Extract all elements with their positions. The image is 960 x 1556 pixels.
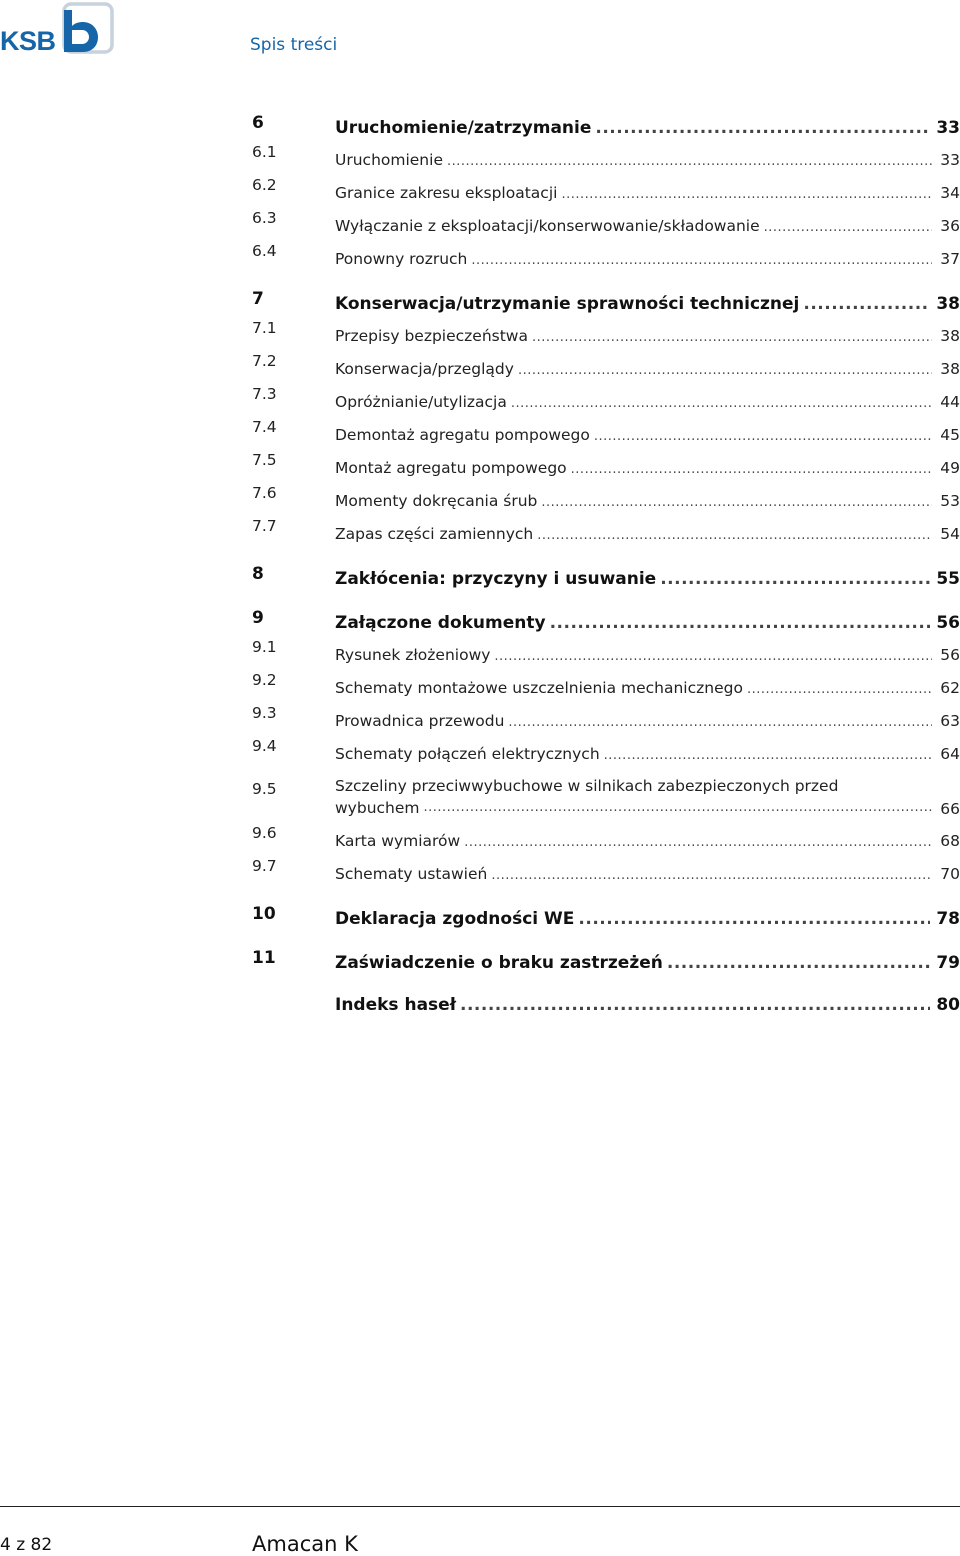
toc-section-9-2[interactable] — [252, 671, 960, 704]
toc-page: 53 — [940, 491, 960, 510]
table-of-contents — [252, 113, 960, 1020]
toc-number: 10 — [252, 904, 276, 924]
toc-page: 34 — [940, 183, 960, 202]
dot-leader — [561, 187, 932, 202]
dot-leader — [747, 682, 932, 697]
ksb-logo — [0, 2, 118, 54]
toc-section-6-2[interactable] — [252, 176, 960, 209]
ksb-b-icon — [58, 2, 114, 56]
toc-title: Granice zakresu eksploatacji — [335, 183, 558, 202]
toc-number: 7.6 — [252, 484, 277, 502]
dot-leader — [511, 396, 932, 411]
logo-text: KSB — [0, 26, 56, 56]
toc-title: Opróżnianie/utylizacja — [335, 392, 507, 411]
toc-number: 7.4 — [252, 418, 277, 436]
toc-title: Deklaracja zgodności WE — [335, 909, 575, 929]
toc-page: 56 — [936, 613, 960, 633]
dot-leader — [464, 835, 932, 850]
toc-page: 56 — [940, 645, 960, 664]
toc-section-7-3[interactable] — [252, 385, 960, 418]
dot-leader — [447, 154, 932, 169]
toc-title: Zaświadczenie o braku zastrzeżeń — [335, 953, 663, 973]
toc-number: 7 — [252, 289, 264, 309]
toc-page: 64 — [940, 744, 960, 763]
toc-chapter-7[interactable] — [252, 289, 960, 319]
toc-page: 38 — [940, 359, 960, 378]
toc-number: 7.1 — [252, 319, 277, 337]
dot-leader — [660, 569, 930, 589]
toc-title: Uruchomienie — [335, 150, 443, 169]
toc-title-line1: Szczeliny przeciwwybuchowe w silnikach zabezpieczonych przed — [335, 777, 839, 795]
dot-leader — [537, 528, 932, 543]
toc-title: Rysunek złożeniowy — [335, 645, 491, 664]
toc-index[interactable] — [252, 990, 960, 1020]
footer-divider — [0, 1506, 960, 1507]
toc-section-9-5[interactable] — [252, 770, 960, 824]
toc-number: 9.3 — [252, 704, 277, 722]
toc-page: 33 — [940, 150, 960, 169]
dot-leader — [803, 294, 930, 314]
toc-page: 54 — [940, 524, 960, 543]
dot-leader — [518, 363, 932, 378]
dot-leader — [508, 715, 932, 730]
toc-page: 79 — [936, 953, 960, 973]
toc-section-9-3[interactable] — [252, 704, 960, 737]
toc-section-9-7[interactable] — [252, 857, 960, 890]
toc-chapter-11[interactable] — [252, 948, 960, 978]
toc-page: 49 — [940, 458, 960, 477]
toc-page: 63 — [940, 711, 960, 730]
toc-title: Schematy ustawień — [335, 864, 488, 883]
toc-title-line2: wybuchem — [335, 799, 420, 817]
toc-section-7-7[interactable] — [252, 517, 960, 550]
dot-leader — [532, 330, 932, 345]
toc-number: 7.3 — [252, 385, 277, 403]
toc-section-6-3[interactable] — [252, 209, 960, 242]
toc-number: 9.2 — [252, 671, 277, 689]
toc-title: Konserwacja/utrzymanie sprawności technicznej — [335, 294, 800, 314]
toc-title: Momenty dokręcania śrub — [335, 491, 538, 510]
toc-title: Uruchomienie/zatrzymanie — [335, 118, 592, 138]
toc-chapter-9[interactable] — [252, 608, 960, 638]
toc-number: 9.4 — [252, 737, 277, 755]
toc-section-9-4[interactable] — [252, 737, 960, 770]
toc-chapter-6[interactable] — [252, 113, 960, 143]
dot-leader — [491, 868, 932, 883]
toc-section-7-1[interactable] — [252, 319, 960, 352]
toc-number: 9.7 — [252, 857, 277, 875]
toc-page: 70 — [940, 864, 960, 883]
toc-number: 7.5 — [252, 451, 277, 469]
dot-leader — [541, 495, 932, 510]
toc-page: 45 — [940, 425, 960, 444]
page-title: Spis treści — [250, 35, 338, 55]
toc-title: Indeks haseł — [335, 995, 457, 1015]
toc-section-9-6[interactable] — [252, 824, 960, 857]
toc-section-9-1[interactable] — [252, 638, 960, 671]
dot-leader — [667, 953, 930, 973]
toc-title: Ponowny rozruch — [335, 249, 468, 268]
dot-leader — [764, 220, 932, 235]
toc-number: 9.1 — [252, 638, 277, 656]
toc-page: 80 — [936, 995, 960, 1015]
toc-title: Montaż agregatu pompowego — [335, 458, 567, 477]
dot-leader — [594, 429, 932, 444]
toc-title: Prowadnica przewodu — [335, 711, 505, 730]
dot-leader — [494, 649, 932, 664]
dot-leader — [578, 909, 930, 929]
dot-leader — [571, 462, 932, 477]
toc-title: Zakłócenia: przyczyny i usuwanie — [335, 569, 657, 589]
toc-title: Wyłączanie z eksploatacji/konserwowanie/składowanie — [335, 216, 760, 235]
toc-page: 62 — [940, 678, 960, 697]
toc-number: 7.7 — [252, 517, 277, 535]
dot-leader — [471, 253, 932, 268]
footer-product-name: Amacan K — [252, 1532, 358, 1556]
toc-number: 7.2 — [252, 352, 277, 370]
toc-chapter-8[interactable] — [252, 564, 960, 594]
toc-page: 55 — [936, 569, 960, 589]
toc-page: 38 — [940, 326, 960, 345]
toc-number: 6.4 — [252, 242, 277, 260]
toc-page: 44 — [940, 392, 960, 411]
toc-number: 6.3 — [252, 209, 277, 227]
toc-page: 68 — [940, 831, 960, 850]
toc-page: 66 — [940, 800, 960, 818]
dot-leader — [460, 995, 930, 1015]
toc-title: Demontaż agregatu pompowego — [335, 425, 590, 444]
footer-page-number: 4 z 82 — [0, 1535, 53, 1555]
toc-number: 9.6 — [252, 824, 277, 842]
toc-page: 33 — [936, 118, 960, 138]
dot-leader — [424, 797, 933, 819]
toc-title: Karta wymiarów — [335, 831, 461, 850]
toc-section-7-2[interactable] — [252, 352, 960, 385]
toc-number: 9.5 — [252, 780, 277, 798]
toc-number: 6.1 — [252, 143, 277, 161]
dot-leader — [550, 613, 931, 633]
toc-chapter-10[interactable] — [252, 904, 960, 934]
toc-title: Schematy montażowe uszczelnienia mechanicznego — [335, 678, 743, 697]
toc-number: 6 — [252, 113, 264, 133]
dot-leader — [604, 748, 932, 763]
toc-title: Załączone dokumenty — [335, 613, 546, 633]
toc-number: 6.2 — [252, 176, 277, 194]
toc-title: Zapas części zamiennych — [335, 524, 534, 543]
toc-section-6-4[interactable] — [252, 242, 960, 275]
toc-page: 78 — [936, 909, 960, 929]
toc-number: 11 — [252, 948, 276, 968]
dot-leader — [595, 118, 930, 138]
toc-section-7-5[interactable] — [252, 451, 960, 484]
toc-page: 36 — [940, 216, 960, 235]
toc-title: Schematy połączeń elektrycznych — [335, 744, 600, 763]
toc-page: 37 — [940, 249, 960, 268]
toc-title: Przepisy bezpieczeństwa — [335, 326, 528, 345]
toc-number: 8 — [252, 564, 264, 584]
toc-section-7-4[interactable] — [252, 418, 960, 451]
toc-section-7-6[interactable] — [252, 484, 960, 517]
toc-section-6-1[interactable] — [252, 143, 960, 176]
toc-title: Konserwacja/przeglądy — [335, 359, 514, 378]
toc-page: 38 — [936, 294, 960, 314]
toc-number: 9 — [252, 608, 264, 628]
